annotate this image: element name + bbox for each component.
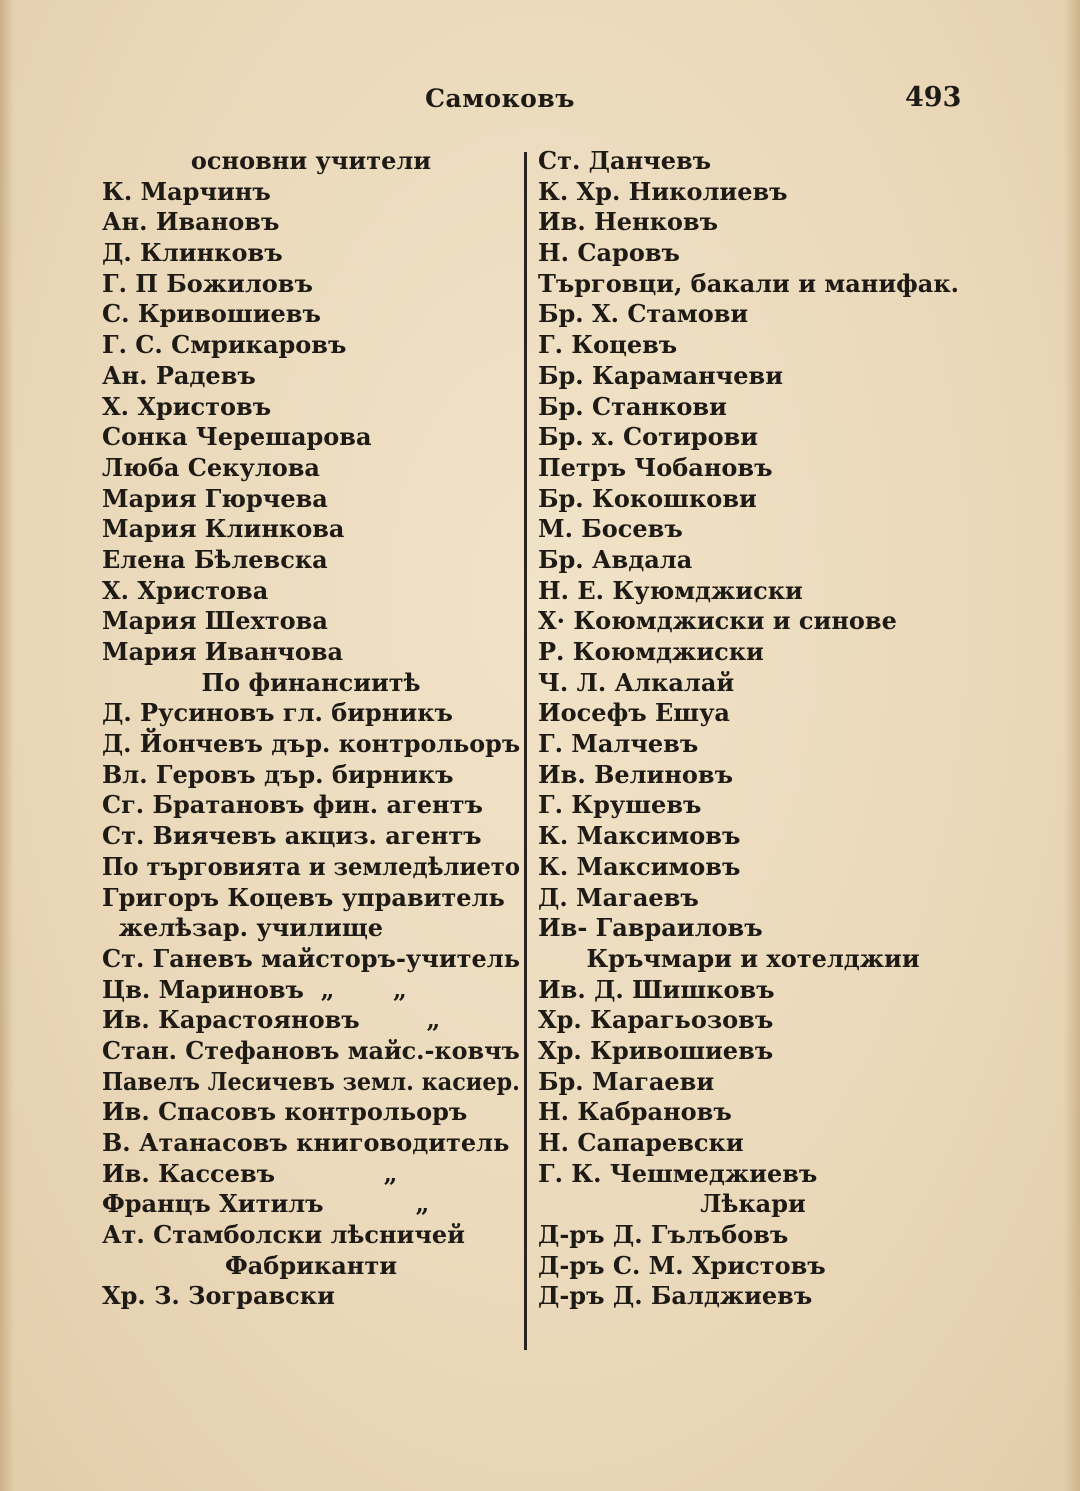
- list-entry: Вл. Геровъ дър. бирникъ: [102, 759, 454, 789]
- list-entry: Цв. Мариновъ „ „: [102, 974, 407, 1004]
- list-entry: Ст. Ганевъ майсторъ-учитель: [102, 943, 521, 973]
- list-entry: М. Босевъ: [538, 514, 683, 544]
- list-entry: Бр. Авдала: [538, 544, 693, 574]
- list-entry: Г. С. Смрикаровъ: [102, 330, 347, 360]
- list-entry: Н. Сапаревски: [538, 1128, 744, 1157]
- list-entry: Ан. Ивановъ: [102, 207, 280, 237]
- section-heading: Лѣкари: [700, 1189, 806, 1219]
- list-entry: К. Марчинъ: [102, 176, 271, 206]
- list-entry: Ив. Д. Шишковъ: [538, 974, 775, 1004]
- list-entry: К. Максимовъ: [538, 851, 741, 881]
- list-entry: Ан. Радевъ: [102, 360, 256, 390]
- list-entry: Хр. З. Зогравски: [102, 1281, 335, 1311]
- list-entry: Ат. Стамболски лѣсничей: [102, 1220, 465, 1250]
- list-entry: Ст. Данчевъ: [538, 146, 712, 175]
- list-entry: Ив. Спасовъ контрольоръ: [102, 1097, 468, 1127]
- list-entry: Бр. х. Сотирови: [538, 422, 759, 452]
- section-heading: Фабриканти: [224, 1250, 398, 1280]
- list-entry: Хр. Кривошиевъ: [538, 1035, 774, 1065]
- right-column: [538, 146, 968, 1312]
- list-entry: Ив. Карастояновъ „: [102, 1005, 441, 1035]
- page-edge-shadow-left: [0, 0, 14, 1491]
- list-entry: Ив- Гавраиловъ: [538, 913, 763, 943]
- list-entry: Търговци, бакали и манифак.: [538, 268, 960, 298]
- list-entry: Г. Крушевъ: [538, 790, 702, 820]
- list-entry: Стан. Стефановъ майс.-ковчъ: [102, 1035, 520, 1065]
- left-column: [102, 146, 520, 1312]
- list-entry: Петръ Чобановъ: [538, 452, 773, 482]
- list-entry: Х. Христова: [102, 575, 269, 605]
- list-entry: Иосефъ Ешуа: [538, 698, 730, 728]
- list-entry: Мария Клинкова: [102, 514, 345, 544]
- section-heading: основни учители: [190, 146, 432, 175]
- list-entry: Елена Бѣлевска: [102, 544, 328, 574]
- list-entry: Мария Иванчова: [102, 637, 344, 666]
- list-entry: Д. Магаевъ: [538, 882, 699, 912]
- list-entry: Г. П Божиловъ: [102, 268, 313, 298]
- list-entry: Бр. Станкови: [538, 391, 727, 421]
- list-entry: Бр. Караманчеви: [538, 360, 783, 390]
- list-entry: Ив. Ненковъ: [538, 207, 718, 237]
- list-entry: С. Кривошиевъ: [102, 299, 321, 329]
- list-entry: Мария Шехтова: [102, 606, 328, 636]
- list-entry: желѣзар. училище: [102, 913, 384, 943]
- list-entry: Ив. Велиновъ: [538, 759, 733, 789]
- list-entry: Павелъ Лесичевъ земл. касиер.: [102, 1066, 520, 1096]
- list-entry: Д-ръ Д. Балджиевъ: [538, 1281, 813, 1311]
- list-entry: Францъ Хитилъ „: [102, 1189, 430, 1219]
- list-entry: Г. Малчевъ: [538, 729, 699, 759]
- list-entry: Ст. Виячевъ акциз. агентъ: [102, 821, 482, 851]
- running-title: Самоковъ: [425, 84, 575, 113]
- section-heading: По финансиитѣ: [201, 667, 421, 697]
- list-entry: Д. Клинковъ: [102, 238, 283, 268]
- list-entry: Ч. Л. Алкалай: [538, 667, 735, 697]
- page-edge-shadow-right: [1064, 0, 1080, 1491]
- list-entry: Бр. Кокошкови: [538, 483, 757, 513]
- list-entry: Х. Христовъ: [102, 391, 272, 421]
- list-entry: Мария Гюрчева: [102, 483, 328, 513]
- list-entry: Ив. Кассевъ „: [102, 1158, 398, 1188]
- list-entry: Д. Русиновъ гл. бирникъ: [102, 698, 453, 728]
- list-entry: Бр. Х. Стамови: [538, 299, 749, 329]
- list-entry: Люба Секулова: [102, 452, 320, 482]
- list-entry: Н. Саровъ: [538, 238, 680, 268]
- column-divider: [524, 152, 527, 1350]
- list-entry: Х· Коюмджиски и синове: [538, 606, 897, 636]
- list-entry: Н. Кабрановъ: [538, 1097, 732, 1127]
- list-entry: Д-ръ Д. Гълъбовъ: [538, 1220, 789, 1250]
- list-entry: Григоръ Коцевъ управитель: [102, 882, 505, 912]
- list-entry: К. Максимовъ: [538, 821, 741, 851]
- list-entry: В. Атанасовъ книговодитель: [102, 1128, 510, 1157]
- list-entry: Г. К. Чешмеджиевъ: [538, 1158, 818, 1188]
- list-entry: Сг. Братановъ фин. агентъ: [102, 790, 483, 820]
- section-heading: Кръчмари и хотелджии: [586, 943, 920, 973]
- list-entry: Н. Е. Куюмджиски: [538, 575, 803, 605]
- list-entry: Р. Коюмджиски: [538, 637, 764, 666]
- list-entry: Д. Йончевъ дър. контрольоръ: [102, 729, 521, 759]
- list-entry: Сонка Черешарова: [102, 422, 372, 452]
- page-number: 493: [905, 82, 962, 113]
- list-entry: Бр. Магаеви: [538, 1066, 715, 1096]
- list-entry: Хр. Карагьозовъ: [538, 1005, 774, 1035]
- list-entry: К. Хр. Николиевъ: [538, 176, 788, 206]
- list-entry: Г. Коцевъ: [538, 330, 678, 360]
- list-entry: По търговията и земледѣлието: [102, 851, 520, 881]
- list-entry: Д-ръ С. М. Христовъ: [538, 1250, 826, 1280]
